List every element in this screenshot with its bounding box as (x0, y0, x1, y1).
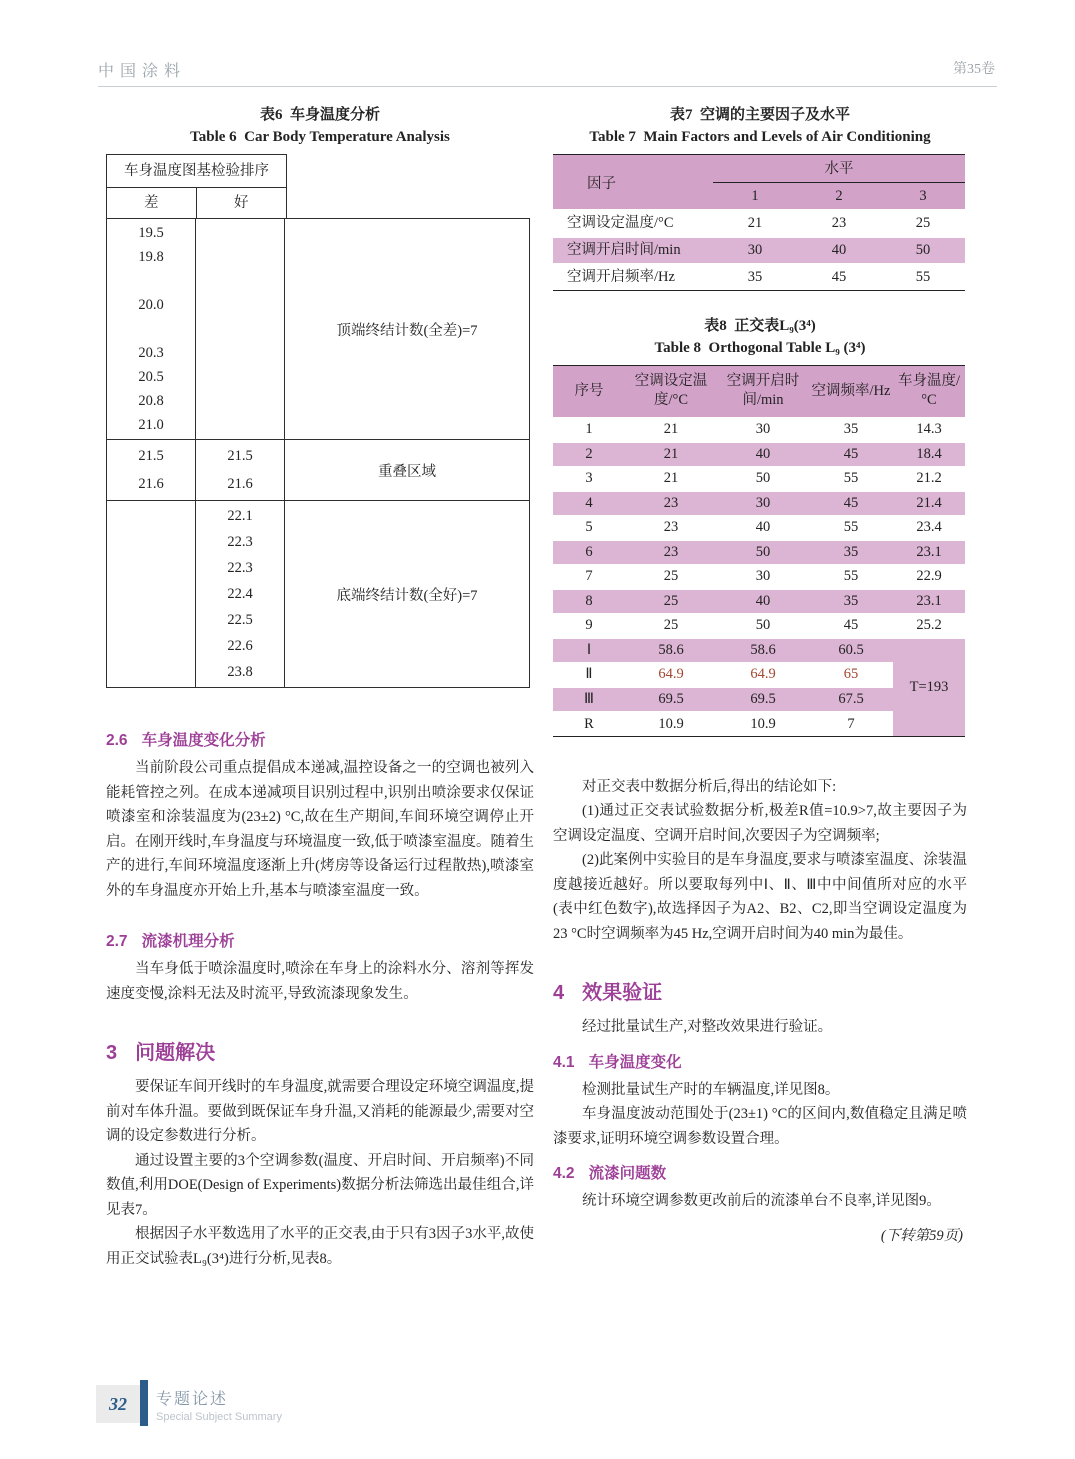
table8-cell: 8 (553, 589, 625, 614)
table8-summary-cell: 65 (809, 663, 893, 688)
table7-value-cell: 30 (747, 242, 763, 258)
table6-value-cell (107, 269, 195, 293)
table8-row (553, 516, 965, 541)
footer-section (156, 1380, 282, 1423)
table8-cell: 50 (717, 540, 809, 565)
section-number: 2.6 (106, 732, 128, 749)
header-rule (98, 86, 997, 87)
table8-cell: 25 (625, 589, 717, 614)
table8-row (553, 540, 965, 565)
table7-row (553, 236, 965, 263)
table6-bottom-region (107, 501, 529, 687)
table8-summary-cell: 58.6 (625, 638, 717, 663)
table6-good-column (196, 440, 285, 500)
table8-cell: 45 (809, 442, 893, 467)
section-heading-4-2 (553, 1161, 967, 1183)
table8 (553, 365, 965, 737)
table7-level-cell: 3 (919, 188, 927, 204)
table8-cell: 23 (625, 491, 717, 516)
table8-cell: 30 (717, 418, 809, 443)
table8-cell: 40 (717, 442, 809, 467)
table6-bad-column (107, 440, 196, 500)
table6-value-cell: 23.8 (227, 664, 253, 680)
table8-header-cell: 序号 (553, 366, 625, 418)
table7-title-en: Table 7 Main Factors and Levels of Air Conditioning (589, 129, 931, 145)
table8-cell: 55 (809, 516, 893, 541)
table7-row (553, 263, 965, 290)
table8-summary-cell: 60.5 (809, 638, 893, 663)
table8-summary-cell: 10.9 (625, 712, 717, 737)
table8-summary-cell: 67.5 (809, 687, 893, 712)
table8-cell: 23.1 (893, 589, 965, 614)
table6-value-cell: 22.3 (227, 534, 253, 550)
table8-row (553, 589, 965, 614)
section-number: 2.7 (106, 933, 128, 950)
table6-value-cell: 22.6 (227, 638, 253, 654)
table6-value-cell: 20.0 (138, 297, 164, 313)
table6-value-cell: 22.5 (227, 612, 253, 628)
table8-cell: 25 (625, 614, 717, 639)
table8-summary-cell: 69.5 (625, 687, 717, 712)
table6-value-cell: 20.3 (138, 345, 164, 361)
section-title: 流漆机理分析 (141, 933, 235, 950)
paragraph: 统计环境空调参数更改前后的流漆单台不良率,详见图9。 (582, 1193, 941, 1209)
paragraph: 对正交表中数据分析后,得出的结论如下: (582, 778, 837, 795)
table6-title-cn: 表6 车身温度分析 (259, 107, 380, 123)
table8-cell: 55 (809, 467, 893, 492)
section-title: 流漆问题数 (588, 1165, 667, 1182)
table6-column-headers (107, 188, 286, 218)
page-number-box (96, 1385, 140, 1423)
paragraph: 要保证车间开线时的车身温度,就需要合理设定环境空调温度,提前对车体升温。要做到既保证车身升温,又消耗的能源最少,需要对空调的设定参数进行分析。 (106, 1079, 534, 1144)
section-heading-4 (553, 976, 967, 1005)
paragraph: 车身温度波动范围处于(23±1) °C的区间内,数值稳定且满足喷漆要求,证明环境空调参数设置合理。 (553, 1106, 967, 1147)
table6-body (106, 218, 530, 688)
table8-cell: 21 (625, 467, 717, 492)
page-footer (96, 1380, 282, 1426)
table7-factor-cell: 空调开启频率/Hz (567, 269, 675, 285)
table8-cell: 9 (553, 614, 625, 639)
table7-value-cell: 55 (915, 269, 931, 285)
paragraph: 通过设置主要的3个空调参数(温度、开启时间、开启频率)不同数值,利用DOE(Design of Experiments)数据分析法筛选出最佳组合,详见表7。 (106, 1152, 534, 1218)
table8-summary-cell: 69.5 (717, 687, 809, 712)
table6-value-cell: 20.5 (138, 369, 164, 385)
table6-top-note: 顶端终结计数(全差)=7 (336, 322, 478, 339)
table8-cell: 30 (717, 565, 809, 590)
table6-value-cell: 22.1 (227, 508, 253, 524)
table7-value-cell: 21 (747, 215, 763, 231)
table8-cell: 6 (553, 540, 625, 565)
table6-good-column (196, 219, 285, 439)
table7-value-cell: 35 (747, 269, 763, 285)
table8-row (553, 418, 965, 443)
table8-summary-cell: 7 (809, 712, 893, 737)
table8-total-cell: T=193 (893, 638, 965, 736)
table8-summary-cell: 64.9 (717, 663, 809, 688)
table6-value-cell: 19.8 (138, 249, 164, 265)
table8-cell: 23 (625, 516, 717, 541)
table8-cell: 21.2 (893, 467, 965, 492)
paragraph: 当前阶段公司重点提倡成本递减,温控设备之一的空调也被列入能耗管控之列。在成本递减项目识别过程中,识别出喷涂要求仅保证喷漆室和涂装温度为(23±2) °C,故在生产期间,车间环境空调停止开启。在刚开线时,车身温度与环境温度一致,低于喷漆室温度。随着生产的进行,车间环境温度逐渐上升(烤房等设备运行过程散热),喷漆室外的车身温度亦开始上升,基本与喷漆室温度一致。 (106, 760, 534, 899)
table7-rows (553, 209, 965, 290)
table7-value-cell: 50 (915, 242, 931, 258)
table6-bottom-note: 底端终结计数(全好)=7 (336, 587, 478, 604)
table8-summary-cell: 58.6 (717, 638, 809, 663)
section-title: 问题解决 (135, 1042, 216, 1064)
table6-good-column (196, 501, 285, 687)
paragraph: 当车身低于喷涂温度时,喷涂在车身上的涂料水分、溶剂等挥发速度变慢,涂料无法及时流平,导致流漆现象发生。 (106, 961, 534, 1002)
table8-header-cell: 空调频率/Hz (809, 366, 893, 418)
table8-cell: 5 (553, 516, 625, 541)
table8-cell: 3 (553, 467, 625, 492)
table8-cell: 25.2 (893, 614, 965, 639)
section-title: 车身温度变化分析 (141, 732, 266, 749)
table8-cell: 35 (809, 418, 893, 443)
table6 (106, 154, 530, 688)
table8-cell: 45 (809, 491, 893, 516)
page-number: 32 (109, 1393, 127, 1414)
table6-span-header: 车身温度图基检验排序 (107, 155, 286, 188)
table7-factor-cell: 空调设定温度/°C (567, 215, 674, 231)
table8-cell: 1 (553, 418, 625, 443)
section-number: 3 (106, 1042, 118, 1064)
table7-level-header: 水平 (713, 155, 965, 183)
table8-cell: 35 (809, 589, 893, 614)
table8-row (553, 565, 965, 590)
table8-summary-cell: Ⅲ (553, 687, 625, 712)
table8-cell: 7 (553, 565, 625, 590)
table8-cell: 21.4 (893, 491, 965, 516)
table7-factor-header: 因子 (587, 175, 616, 192)
table8-cell: 23 (625, 540, 717, 565)
table6-value-cell (107, 317, 195, 341)
table8-row (553, 467, 965, 492)
table8-cell: 21 (625, 442, 717, 467)
paragraph: (2)此案例中实验目的是车身温度,要求与喷漆室温度、涂装温度越接近越好。所以要取每列中Ⅰ、Ⅱ、Ⅲ中中间值所对应的水平(表中红色数字),故选择因子为A2、B2、C2,即当空调设定温度为23 °C时空调频率为45 Hz,空调开启时间为40 min为最佳。 (553, 852, 967, 942)
table7-level-cell: 2 (835, 188, 843, 204)
table6-top-region (107, 219, 529, 440)
left-column (106, 104, 534, 1271)
table7-value-cell: 25 (915, 215, 931, 231)
table6-value-cell: 21.5 (138, 448, 164, 464)
table6-value-cell: 21.5 (227, 448, 253, 464)
table7-value-cell: 45 (831, 269, 847, 285)
paragraph: 检测批量试生产时的车辆温度,详见图8。 (582, 1081, 840, 1098)
table8-header-cell: 车身温度/°C (893, 366, 965, 418)
table6-col-bad-header: 差 (107, 188, 197, 218)
table8-row (553, 491, 965, 516)
section-heading-3 (106, 1036, 534, 1065)
table7-title-cn: 表7 空调的主要因子及水平 (669, 107, 850, 123)
footer-accent-bar (140, 1380, 148, 1426)
section-number: 4 (553, 982, 565, 1004)
paragraph: (1)通过正交表试验数据分析,极差R值=10.9>7,故主要因子为空调设定温度、空调开启时间,次要因子为空调频率; (553, 803, 967, 844)
section-number: 4.1 (553, 1053, 575, 1071)
table8-cell: 45 (809, 614, 893, 639)
footer-section-en: Special Subject Summary (156, 1411, 282, 1423)
table6-overlap-note: 重叠区域 (378, 463, 436, 480)
paragraph: 经过批量试生产,对整改效果进行验证。 (582, 1019, 833, 1035)
table8-cell: 35 (809, 540, 893, 565)
table6-col-good-header: 好 (234, 195, 249, 211)
section-heading-2-7 (106, 929, 534, 951)
section-number: 4.2 (553, 1165, 575, 1182)
table6-value-cell: 22.3 (227, 560, 253, 576)
table8-cell: 40 (717, 516, 809, 541)
table6-header-box (106, 154, 287, 218)
table7-level-numbers (713, 183, 965, 209)
table6-title-en: Table 6 Car Body Temperature Analysis (190, 129, 450, 145)
table7-level-cell: 1 (751, 188, 759, 204)
table6-bad-column (107, 219, 196, 439)
paragraph: 根据因子水平数选用了水平的正交表,由于只有3因子3水平,故使用正交试验表L₉(3⁴)进行分析,见表8。 (106, 1226, 534, 1267)
table8-cell: 2 (553, 442, 625, 467)
table8-cell: 23.4 (893, 516, 965, 541)
table7-header (553, 155, 965, 209)
table8-summary-cell: R (553, 712, 625, 737)
table8-cell: 55 (809, 565, 893, 590)
table6-value-cell: 19.5 (138, 225, 164, 241)
table8-cell: 18.4 (893, 442, 965, 467)
table8-cell: 25 (625, 565, 717, 590)
page-header (98, 58, 995, 81)
table7-factor-cell: 空调开启时间/min (567, 242, 681, 258)
table8-cell: 4 (553, 491, 625, 516)
table6-value-cell: 20.8 (138, 393, 164, 409)
continuation-note: (下转第59页) (880, 1227, 963, 1244)
table8-row (553, 442, 965, 467)
table8-cell: 14.3 (893, 418, 965, 443)
section-title: 车身温度变化 (588, 1053, 682, 1071)
table8-cell: 40 (717, 589, 809, 614)
table7-value-cell: 23 (831, 215, 847, 231)
table8-header-cell: 空调开启时间/min (717, 366, 809, 418)
table7-level-header-group (713, 155, 965, 209)
table8-header-row (553, 366, 965, 418)
section-heading-4-1 (553, 1050, 967, 1072)
table8-title-en: Table 8 Orthogonal Table L₉ (3⁴) (654, 340, 866, 356)
table8-summary-cell: Ⅰ (553, 638, 625, 663)
volume-label: 第35卷 (953, 62, 995, 77)
table6-value-cell: 22.4 (227, 586, 253, 602)
table8-cell: 22.9 (893, 565, 965, 590)
table6-bad-column (107, 501, 196, 687)
table8-cell: 23.1 (893, 540, 965, 565)
table8-cell: 30 (717, 491, 809, 516)
table8-cell: 21 (625, 418, 717, 443)
table8-summary-cell: 64.9 (625, 663, 717, 688)
table8-cell: 50 (717, 467, 809, 492)
footer-section-cn: 专题论述 (156, 1391, 229, 1408)
table8-summary-cell: Ⅱ (553, 663, 625, 688)
table7 (553, 154, 965, 291)
table6-value-cell: 21.6 (138, 476, 164, 492)
table8-cell: 50 (717, 614, 809, 639)
table6-value-cell: 21.6 (227, 476, 253, 492)
table8-summary-cell: 10.9 (717, 712, 809, 737)
section-heading-2-6 (106, 728, 534, 750)
table8-title-cn: 表8 正交表L₉(3⁴) (704, 318, 816, 334)
table6-value-cell: 21.0 (138, 417, 164, 433)
table6-overlap-region (107, 440, 529, 501)
table7-row (553, 209, 965, 236)
journal-name: 中国涂料 (98, 63, 187, 80)
table8-row (553, 614, 965, 639)
section-title: 效果验证 (582, 982, 663, 1004)
table7-value-cell: 40 (831, 242, 847, 258)
table8-header-cell: 空调设定温度/°C (625, 366, 717, 418)
right-column (553, 104, 967, 1245)
table8-summary-row (553, 638, 965, 663)
